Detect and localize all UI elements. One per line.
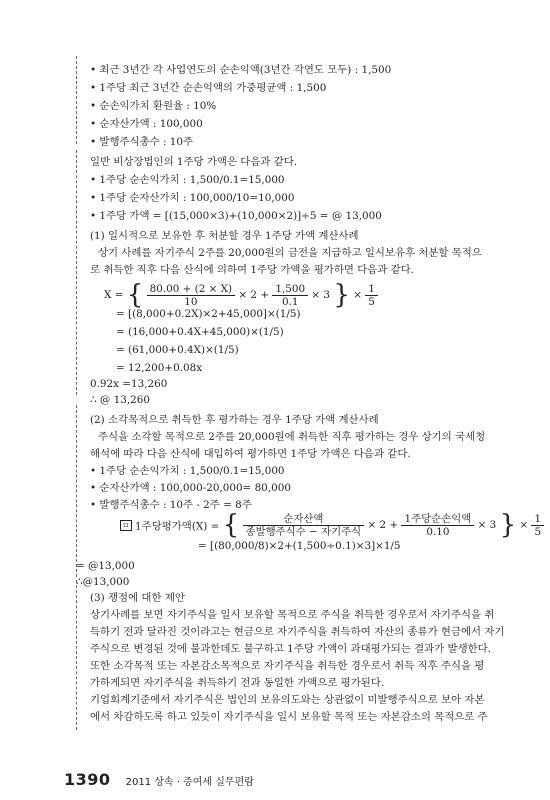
text-line: • 1주당 순손익가치 : 1,500/0.1=15,000 [90,174,285,186]
text-line: 주식을 소각할 목적으로 2주를 20,000원에 취득한 직후 평가하는 경우 상기의 국세청 [98,431,486,443]
text-line: • 최근 3년간 각 사업연도의 순손익액(3년간 각연도 모두) : 1,500 [90,64,392,76]
text-line: • 발행주식총수 : 10주 [90,136,194,148]
margin-rule [76,150,77,395]
section-heading: (1) 일시적으로 보유한 후 처분할 경우 1주당 가액 계산사례 [90,230,359,242]
margin-rule [76,56,77,144]
text-line: • 1주당 최근 3년간 순손익액의 가중평균액 : 1,500 [90,82,327,94]
margin-rule [76,405,77,577]
formula-step: = [(80,000/8)×2+(1,500÷0.1)×3]×1/5 [198,540,401,552]
page-number: 1390 [64,770,111,789]
text-line: • 순자산가액 : 100,000 [90,118,203,130]
text-line: 상기 사례를 자기주식 2주를 20,000원의 금전을 지급하고 일시보유후 처분할 목적으 [98,247,482,259]
text-line: • 1주당 순손익가치 : 1,500/0.1=15,000 [90,465,285,477]
text-line: 가하게되면 자기주식을 취득하기 전과 동일한 가액으로 평가된다. [90,677,385,689]
formula-result: ∴@13,000 [76,576,130,588]
text-line: 상기사례를 보면 자기주식을 일시 보유할 목적으로 주식을 취득한 경우로서 자기주식을 취 [90,609,495,621]
text-line: 기업회계기준에서 자기주식은 법인의 보유의도와는 상관없이 미발행주식으로 보아 자본 [90,694,485,706]
formula-share-value: ㅁ 1주당평가액(X) = { $\frac{\text{순자산액}}{\text{종발행주식수 − 자기주식}}$ × 2 + $\frac{\text{1주당순손익액}}{0.10}$ × 3 } × $\frac{1}{5}$ [120,510,544,540]
margin-rule [76,580,77,730]
page-footer [64,770,254,789]
text-line: 일반 비상장법인의 1주당 가액은 다음과 같다. [90,156,298,168]
text-line: • 순손익가치 환원율 : 10% [90,100,217,112]
formula-x: X = { $\frac{80.00 + (2 \times X)}{10}$ × 2 + $\frac{1,500}{0.1}$ × 3 } × $\frac{1}{5}$ [104,280,378,310]
formula-step: = (16,000+0.4X+45,000)×(1/5) [116,326,284,338]
formula-step: 0.92x =13,260 [90,378,168,390]
text-line: • 순자산가액 : 100,000-20,000= 80,000 [90,482,291,494]
text-line: • 1주당 순자산가치 : 100,000/10=10,000 [90,192,295,204]
section-heading: (2) 소각목적으로 취득한 후 평가하는 경우 1주당 가액 계산사례 [90,414,379,426]
text-line: • 1주당 가액 = [(15,000×3)+(10,000×2)]÷5 = @ 13,000 [90,210,382,222]
text-line: 주식으로 변경된 것에 불과한데도 불구하고 1주당 가액이 과대평가되는 결과가 발생한다. [90,643,491,655]
text-line: 득하기 전과 달라진 것이라고는 현금으로 자기주식을 취득하여 자산의 종류가 현금에서 자기 [90,626,505,638]
formula-step: = 12,200+0.08x [116,362,203,374]
running-footer-title: 2011 상속 · 증여세 실무편람 [125,777,254,788]
formula-step: = @13,000 [76,560,135,572]
section-heading: (3) 쟁점에 대한 제안 [90,592,185,604]
formula-step: = (61,000+0.4X)×(1/5) [116,344,239,356]
text-line: 에서 차감하도록 하고 있듯이 자기주식을 일시 보유할 목적 또는 자본감소의 목적으로 주 [90,711,488,723]
text-line: 로 취득한 직후 다음 산식에 의하여 1주당 가액을 평가하면 다음과 같다. [90,264,414,276]
formula-result: ∴ @ 13,260 [90,394,150,406]
text-line: 또한 소각목적 또는 자본감소목적으로 자기주식을 취득한 경우로서 취득 직후 주식을 평 [90,660,485,672]
text-line: • 발행주식총수 : 10주 - 2주 = 8주 [90,499,252,511]
text-line: 해석에 따라 다음 산식에 대입하여 평가하면 1주당 가액은 다음과 같다. [90,448,411,460]
formula-step: = [(8,000+0.2X)×2+45,000]×(1/5) [116,308,301,320]
